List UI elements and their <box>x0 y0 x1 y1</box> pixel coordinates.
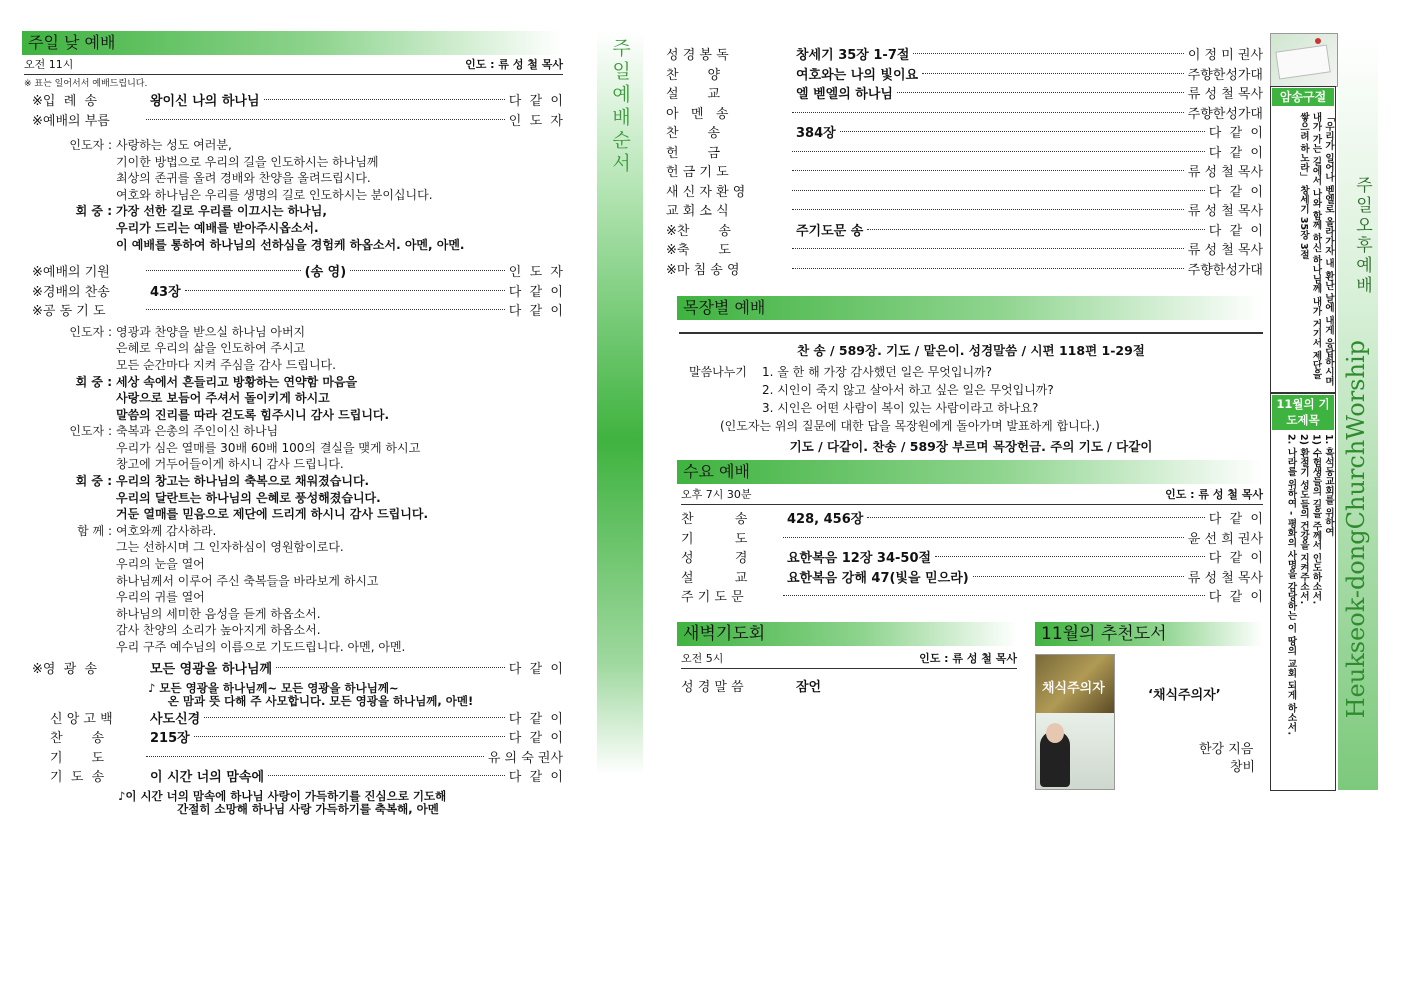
order-title: 사도신경 <box>150 711 201 727</box>
order-item <box>681 549 1263 568</box>
book-cover-art <box>1036 655 1114 713</box>
order-label: 찬 송 <box>681 512 748 527</box>
leader-dots <box>922 73 1184 74</box>
sunday-subheader <box>24 56 563 75</box>
order-person: 다 같 이 <box>1208 590 1263 605</box>
order-label: ※경배의 찬송 <box>32 284 110 300</box>
order-title: 384장 <box>796 126 836 141</box>
leader-dots <box>783 537 1184 538</box>
speaker: 인도자 : <box>69 424 112 439</box>
speaker: 함 께 : <box>77 523 112 538</box>
leader-dots <box>867 517 1204 518</box>
order-person: 이 정 미 권사 <box>1187 48 1263 63</box>
book-publisher: 창비 <box>1230 760 1256 775</box>
leader-dots <box>792 170 1184 171</box>
order-title: 요한복음 12장 34-50절 <box>787 551 932 566</box>
reading-line: 이 예배를 통하여 하나님의 선하심을 경험케 하옵소서. 아멘, 아멘. <box>116 237 465 252</box>
order-label: 찬 양 <box>666 67 721 83</box>
reading-line: 기이한 방법으로 우리의 길을 인도하시는 하나님께 <box>116 154 379 169</box>
book-author-photo <box>1036 713 1114 789</box>
service-leader: 인도 : 류 성 철 목사 <box>465 58 563 71</box>
order-label: 찬 송 <box>666 126 721 141</box>
leader-dots <box>185 290 505 291</box>
leader-dots <box>792 248 1184 249</box>
dawn-leader: 인도 : 류 성 철 목사 <box>919 652 1017 665</box>
order-person: 다 같 이 <box>508 731 563 747</box>
order-item <box>666 163 1263 182</box>
responsive-reading <box>58 423 421 472</box>
leader-dots <box>146 309 505 310</box>
order-label: ※마 침 송 영 <box>666 262 740 278</box>
section-header-dawn: 새벽기도회 <box>677 622 1017 646</box>
order-item <box>666 241 1263 260</box>
responsive-reading <box>58 473 429 522</box>
order-person: 다 같 이 <box>508 304 563 320</box>
order-item <box>681 510 1263 529</box>
order-person: 다 같 이 <box>1208 223 1263 239</box>
reading-line: 하나님의 세미한 음성을 듣게 하옵소서. <box>116 606 321 621</box>
order-item <box>32 112 563 131</box>
dawn-time: 오전 5시 <box>681 652 724 665</box>
order-label: 주 기 도 문 <box>681 590 744 605</box>
reading-line: 감사 찬양의 소리가 높아지게 하옵소서. <box>116 623 321 638</box>
prayer-item: 2) 환절기 성도들의 건강을 지켜주소서. <box>1298 434 1309 605</box>
mokjang-bottom-line: 기도 / 다같이. 찬송 / 589장 부르며 목장헌금. 주의 기도 / 다같이 <box>789 439 1153 454</box>
leader-dots <box>194 736 505 737</box>
reading-line: 그는 선하시며 그 인자하심이 영원함이로다. <box>116 540 344 555</box>
prayer-item: 2. 나라를 위하여 - 평화의 사명을 감당하는 이 땅의 교회 되게 하소서. <box>1285 434 1297 736</box>
order-label: ※입 례 송 <box>32 94 98 109</box>
order-label: ※예배의 기원 <box>32 265 110 281</box>
reading-line: 우리가 드리는 예배를 받아주시옵소서. <box>116 220 319 235</box>
reading-line: 축복과 은총의 주인이신 하나님 <box>116 424 279 439</box>
order-mid: (송 영) <box>304 265 347 281</box>
order-item <box>666 222 1263 241</box>
reading-line: 우리의 눈을 열어 <box>116 557 205 572</box>
section-header-wednesday: 수요 예배 <box>677 460 1263 484</box>
order-person: 다 같 이 <box>508 770 563 786</box>
order-title: 이 시간 너의 맘속에 <box>150 770 265 786</box>
reading-line: 영광과 찬양을 받으실 하나님 아버지 <box>116 324 306 339</box>
leader-dots <box>350 270 505 271</box>
wednesday-leader: 인도 : 류 성 철 목사 <box>1165 488 1263 501</box>
order-title: 모든 영광을 하나님께 <box>150 661 273 677</box>
prayer-topics-header: 11월의 기도제목 <box>1272 395 1334 430</box>
leader-dots <box>840 131 1205 132</box>
order-title: 엘 벧엘의 하나님 <box>796 87 893 102</box>
order-label: 헌 금 <box>666 145 721 161</box>
speaker: 인도자 : <box>69 324 112 339</box>
order-person: 다 같 이 <box>508 284 563 300</box>
reading-line: 사랑으로 보듬어 주셔서 돌이키게 하시고 <box>116 391 330 406</box>
order-item <box>666 202 1263 221</box>
section-header-book: 11월의 추천도서 <box>1035 622 1263 646</box>
leader-dots <box>792 151 1205 152</box>
prayer-item: 1) 수험생들의 길을 주께서 인도하소서. <box>1310 434 1322 605</box>
leader-dots <box>792 190 1205 191</box>
speaker: 회 중 : <box>75 374 112 389</box>
memory-verse-text: 「우리가 일어나 벧엘로 올라가자 내 환난 날에 내게 응답하시며 내가 가는 길에서 나와 함께 하신 하나님께 내가 거기서 제단을 쌓으려 하노라」 창세기 35장 3절 <box>1298 112 1334 386</box>
prayer-item: 1. 흑석동교회를 위하여 <box>1323 434 1334 537</box>
leader-dots <box>973 576 1184 577</box>
reading-line: 우리의 달란트는 하나님의 은혜로 풍성해졌습니다. <box>116 490 381 505</box>
mokjang-share-label: 말씀나누기 <box>689 365 747 379</box>
side-title: 주일오후예배 <box>1352 176 1372 296</box>
memory-verse-header: 암송구절 <box>1272 88 1334 106</box>
wednesday-time: 오후 7시 30분 <box>681 488 752 501</box>
order-title: 주기도문 송 <box>796 223 864 239</box>
order-item <box>32 660 563 679</box>
book-title: ‘채식주의자’ <box>1148 688 1221 703</box>
order-person: 다 같 이 <box>1208 126 1263 141</box>
divider-title: 주일예배순서 <box>609 38 631 176</box>
bible-image <box>1270 33 1338 87</box>
speaker: 인도자 : <box>69 138 112 152</box>
order-label: 헌 금 기 도 <box>666 165 729 180</box>
speaker: 회 중 : <box>75 474 112 489</box>
order-person: 주향한성가대 <box>1187 67 1263 83</box>
order-item <box>50 768 563 787</box>
reading-line: 말씀의 진리를 따라 걷도록 힘주시니 감사 드립니다. <box>116 407 390 422</box>
order-label: 아 멘 송 <box>666 106 729 122</box>
order-title: 창세기 35장 1-7절 <box>796 48 910 63</box>
order-person: 인 도 자 <box>508 265 563 281</box>
order-title: 요한복음 강해 47(빛을 믿으라) <box>787 570 969 586</box>
order-title: 왕이신 나의 하나님 <box>150 94 260 109</box>
lyrics-line: 온 맘과 뜻 다해 주 사모합니다. 모든 영광을 하나님께, 아멘! <box>167 693 474 708</box>
order-item <box>666 144 1263 163</box>
order-person: 류 성 철 목사 <box>1187 87 1263 102</box>
leader-dots <box>146 756 484 757</box>
reading-line: 은혜로 우리의 삶을 인도하여 주시고 <box>116 341 306 356</box>
order-item <box>666 261 1263 280</box>
order-item <box>666 183 1263 202</box>
order-item <box>32 302 563 321</box>
dawn-label: 성 경 말 씀 <box>681 680 744 695</box>
order-person: 다 같 이 <box>508 711 563 727</box>
reading-line: 하나님께서 이루어 주신 축복들을 바라보게 하시고 <box>116 573 379 588</box>
leader-dots <box>792 112 1184 113</box>
order-person: 다 같 이 <box>1208 145 1263 161</box>
mokjang-rule <box>679 332 1263 334</box>
lyrics-line: ♪이 시간 너의 맘속에 하나님 사랑이 가득하기를 진심으로 기도해 <box>118 788 447 803</box>
reading-line: 우리 구주 예수님의 이름으로 기도드립니다. 아멘, 아멘. <box>116 640 406 655</box>
order-label: 설 교 <box>666 87 721 102</box>
lyrics-line: ♪ 모든 영광을 하나님께~ 모든 영광을 하나님께~ <box>148 680 399 695</box>
prayer-topics-list <box>1276 434 1334 786</box>
order-item <box>666 85 1263 104</box>
order-item <box>50 749 563 768</box>
responsive-reading <box>58 374 390 422</box>
reading-line: 우리가 심은 열매를 30배 60배 100의 결실을 맺게 하시고 <box>116 440 421 455</box>
question-1: 1. 올 한 해 가장 감사했던 일은 무엇입니까? <box>762 365 992 379</box>
order-item <box>681 530 1263 549</box>
order-person: 다 같 이 <box>1208 512 1263 527</box>
reading-line: 사랑하는 성도 여러분, <box>116 138 232 152</box>
reading-line: 세상 속에서 흔들리고 방황하는 연약함 마음을 <box>116 374 358 389</box>
order-person: 다 같 이 <box>1208 184 1263 200</box>
order-label: 찬 송 <box>50 731 105 747</box>
book-cover-title: 채식주의자 <box>1042 681 1105 696</box>
reading-line: 최상의 존귀를 올려 경배와 찬양을 올려드립시다. <box>116 171 371 186</box>
order-title: 428, 456장 <box>787 512 864 527</box>
reading-line: 창고에 거두어들이게 하시니 감사 드립니다. <box>116 457 344 472</box>
order-label: 교 회 소 식 <box>666 204 729 219</box>
leader-dots <box>204 717 505 718</box>
reading-line: 거둔 열매를 믿음으로 제단에 드리게 하시니 감사 드립니다. <box>116 507 429 522</box>
order-item <box>50 710 563 729</box>
order-item <box>50 729 563 748</box>
leader-dots <box>935 556 1205 557</box>
reading-line: 여호와 하나님은 우리를 생명의 길로 인도하시는 분이십니다. <box>116 187 433 202</box>
order-person: 주향한성가대 <box>1187 262 1263 278</box>
sidebar-rule <box>1271 392 1335 394</box>
reading-line: 가장 선한 길로 우리를 이끄시는 하나님, <box>116 204 327 219</box>
order-item <box>32 92 563 111</box>
order-item <box>666 124 1263 143</box>
order-label: ※찬 송 <box>666 223 731 239</box>
order-person: 윤 선 희 권사 <box>1187 531 1263 547</box>
leader-dots <box>867 229 1204 230</box>
order-item <box>32 283 563 302</box>
order-label: 성 경 <box>681 551 748 566</box>
reading-line: 우리의 창고는 하나님의 축복으로 채워졌습니다. <box>116 474 370 489</box>
leader-dots <box>897 92 1184 93</box>
order-person: 류 성 철 목사 <box>1187 570 1263 586</box>
order-item <box>666 46 1263 65</box>
order-person: 류 성 철 목사 <box>1187 165 1263 180</box>
section-header-sunday: 주일 낮 예배 <box>22 31 562 55</box>
order-item <box>666 66 1263 85</box>
church-name: Heukseok-dongChurchWorship <box>1342 340 1370 719</box>
leader-dots <box>268 775 505 776</box>
responsive-reading <box>58 523 406 655</box>
responsive-reading <box>58 137 433 202</box>
order-person: 다 같 이 <box>1208 551 1263 566</box>
order-label: 기 도 송 <box>50 770 105 786</box>
mokjang-note: (인도자는 위의 질문에 대한 답을 목장원에게 돌아가며 발표하게 합니다.) <box>720 419 1100 433</box>
order-person: 류 성 철 목사 <box>1187 204 1263 219</box>
order-label: 신 앙 고 백 <box>50 711 113 727</box>
speaker: 회 중 : <box>75 204 112 219</box>
responsive-reading <box>58 203 465 252</box>
lyrics-line: 간절히 소망해 하나님 사랑 가득하기를 축복해, 아멘 <box>177 801 439 816</box>
responsive-reading <box>58 324 336 372</box>
mokjang-questions <box>762 363 1054 417</box>
order-title: 여호와는 나의 빛이요 <box>796 67 919 83</box>
order-person: 인 도 자 <box>508 113 563 129</box>
order-label: ※공 동 기 도 <box>32 304 106 320</box>
leader-dots <box>913 53 1183 54</box>
order-label: 기 도 <box>681 531 748 547</box>
leader-dots <box>276 667 505 668</box>
order-item <box>681 569 1263 588</box>
order-item <box>32 263 563 282</box>
question-2: 2. 시인이 죽지 않고 살아서 하고 싶은 일은 무엇입니까? <box>762 383 1054 397</box>
book-cover <box>1035 654 1115 790</box>
order-label: 성 경 봉 독 <box>666 48 729 63</box>
order-label: 기 도 <box>50 750 105 766</box>
dawn-subheader <box>681 650 1017 669</box>
leader-dots <box>792 209 1184 210</box>
leader-dots <box>783 595 1205 596</box>
order-label: 설 교 <box>681 570 748 586</box>
order-item <box>681 588 1263 607</box>
section-header-mokjang: 목장별 예배 <box>677 296 1263 320</box>
leader-dots <box>792 268 1184 269</box>
leader-dots <box>146 270 301 271</box>
mokjang-top-line: 찬 송 / 589장. 기도 / 맡은이. 성경말씀 / 시편 118편 1-29절 <box>797 343 1145 358</box>
order-person: 다 같 이 <box>508 94 563 109</box>
wednesday-subheader <box>681 486 1263 505</box>
reading-line: 우리의 귀를 열어 <box>116 590 205 605</box>
order-person: 주향한성가대 <box>1187 106 1263 122</box>
reading-line: 모든 순간마다 지켜 주심을 감사 드립니다. <box>116 357 336 372</box>
service-time: 오전 11시 <box>24 58 74 71</box>
dawn-scripture: 잠언 <box>796 680 822 695</box>
order-label: ※영 광 송 <box>32 661 98 677</box>
leader-dots <box>146 119 505 120</box>
order-label: ※예배의 부름 <box>32 113 110 129</box>
order-item <box>666 105 1263 124</box>
standing-note: ※ 표는 일어서서 예배드립니다. <box>24 79 148 89</box>
order-person: 다 같 이 <box>508 661 563 677</box>
reading-line: 여호와께 감사하라. <box>116 523 217 538</box>
order-title: 215장 <box>150 731 190 747</box>
question-3: 3. 시인은 어떤 사람이 복이 있는 사람이라고 하나요? <box>762 401 1039 415</box>
order-title: 43장 <box>150 284 181 300</box>
order-person: 유 의 숙 권사 <box>487 750 563 766</box>
order-person: 류 성 철 목사 <box>1187 243 1263 258</box>
order-label: 새 신 자 환 영 <box>666 184 746 200</box>
leader-dots <box>264 99 505 100</box>
book-author: 한강 지음 <box>1199 742 1254 757</box>
order-label: ※축 도 <box>666 243 731 258</box>
